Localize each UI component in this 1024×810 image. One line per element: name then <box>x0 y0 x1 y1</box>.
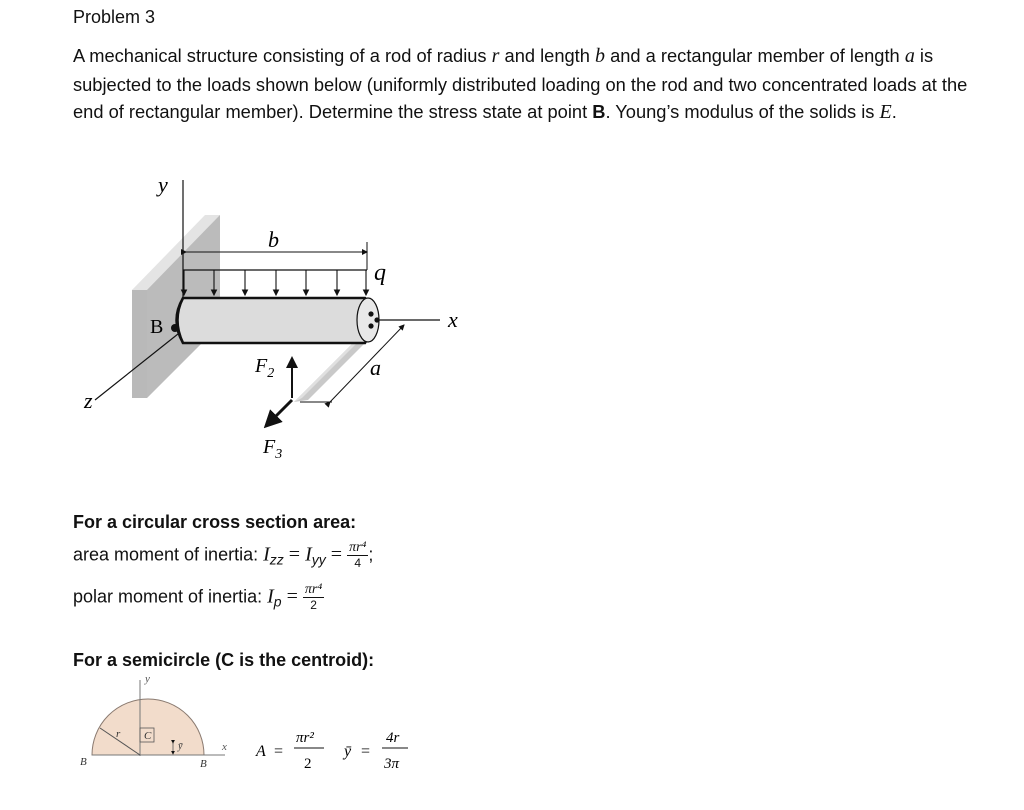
statement-text: . <box>891 101 897 122</box>
semicircle-label-ybar: ȳ <box>178 741 183 752</box>
semicircle-figure <box>0 670 430 790</box>
semicircle-section-heading: For a semicircle (C is the centroid): <box>73 650 375 670</box>
label-z: z <box>84 388 93 413</box>
ybar-symbol: ȳ <box>344 743 352 760</box>
label-a: a <box>370 355 381 380</box>
label-B: B <box>150 316 164 338</box>
label-x: x <box>448 307 458 332</box>
wall-edge <box>132 290 147 398</box>
statement-text: A mechanical structure consisting of a rod of radius <box>73 45 492 66</box>
label-y: y <box>158 172 168 197</box>
ybar-numerator: 4r <box>386 730 400 746</box>
denominator: 2 <box>310 598 317 612</box>
semicircle-label-r: r <box>116 728 121 740</box>
area-moment-label: area moment of inertia: <box>73 544 264 565</box>
point-B-marker <box>171 324 179 332</box>
semicircle-label-x: x <box>222 741 227 753</box>
label-F2: $F_2$ <box>255 355 275 381</box>
var-a: a <box>904 45 915 67</box>
label-b: b <box>268 227 279 252</box>
circular-section-heading: For a circular cross section area: <box>73 512 357 532</box>
statement-text: is subjected to the loads shown below (uniformly distributed loading on the rod and two concentrated loads at the end of rectangular member). Determine the stress state at point <box>73 45 968 122</box>
ybar-equals: = <box>361 743 371 760</box>
statement-text: and a rectangular member of length <box>605 45 905 66</box>
area-moment-formula <box>73 540 373 571</box>
fraction-pi-r4-over-2 <box>303 582 324 613</box>
ybar-denominator: 3π <box>384 756 400 772</box>
semicircle-label-C: C <box>144 730 152 742</box>
var-r: r <box>491 45 500 67</box>
subscript-p: p <box>273 593 282 610</box>
var-E: E <box>879 101 892 123</box>
equals-sign: = <box>288 543 301 566</box>
problem-title: Problem 3 <box>73 7 156 27</box>
semicircle-label-B-mid: B <box>200 758 207 770</box>
fraction-pi-r4-over-4 <box>347 540 368 571</box>
subscript-zz: zz <box>269 551 284 568</box>
point-B: B <box>592 101 606 122</box>
statement-text: and length <box>499 45 596 66</box>
numerator: πr⁴ <box>349 540 367 555</box>
statement-text: . Young’s modulus of the solids is <box>605 101 880 122</box>
label-F3: $F_3$ <box>263 436 283 462</box>
area-symbol: A <box>256 743 266 760</box>
rod-end-dot <box>374 317 379 322</box>
equals-sign: = <box>286 585 298 608</box>
var-b: b <box>595 45 606 67</box>
area-equals: = <box>274 743 284 760</box>
rod <box>177 298 373 343</box>
label-q: q <box>374 260 386 286</box>
symbol-I: I <box>263 543 270 566</box>
force-F3-arrow <box>268 400 292 424</box>
area-numerator: πr² <box>296 730 314 746</box>
polar-moment-formula <box>73 582 324 613</box>
semicircle-shape <box>92 699 204 755</box>
rod-end-dot <box>368 311 373 316</box>
rod-end-dot <box>368 323 373 328</box>
symbol-I: I <box>305 543 312 566</box>
numerator: πr⁴ <box>304 582 323 597</box>
semicolon: ; <box>368 544 374 565</box>
symbol-I: I <box>267 585 274 608</box>
subscript-yy: yy <box>311 551 326 568</box>
equals-sign: = <box>330 543 343 566</box>
semicircle-label-B-left: B <box>80 756 87 768</box>
denominator: 4 <box>354 556 362 570</box>
semicircle-label-y: y <box>145 673 150 685</box>
polar-moment-label: polar moment of inertia: <box>73 586 268 607</box>
area-denominator: 2 <box>304 756 312 772</box>
